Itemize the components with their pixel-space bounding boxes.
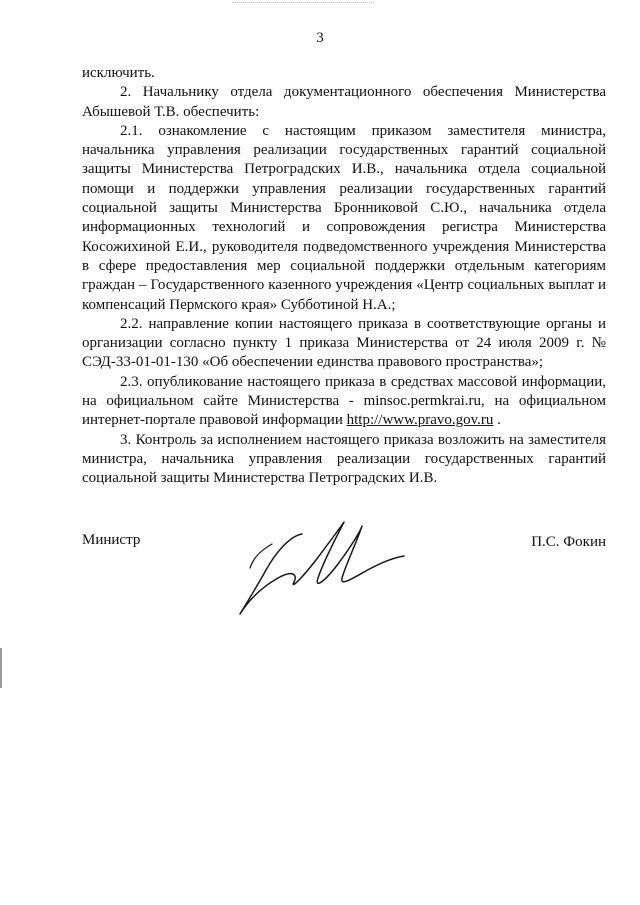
paragraph-3: 3. Контроль за исполнением настоящего приказа возложить на заместителя министра, начальника управления реализации государственных гарантий социальной защиты Министерства Петроградских И.В. xyxy=(82,431,606,487)
handwritten-signature xyxy=(232,516,412,616)
paragraph-2-2: 2.2. направление копии настоящего приказа в соответствующие органы и организации согласно пункту 1 приказа Министерства от 24 июля 2009 г. № СЭД-33-01-01-130 «Об обеспечении единства правового пространства»; xyxy=(82,315,606,371)
paragraph-2: 2. Начальнику отдела документационного обеспечения Министерства Абышевой Т.В. обеспечить: xyxy=(82,84,606,120)
scan-edge-mark xyxy=(0,648,2,688)
scan-artifact xyxy=(232,2,372,4)
paragraph-2-1: 2.1. ознакомление с настоящим приказом заместителя министра, начальника управления реализации государственных гарантий социальной защиты Министерства Петроградских И.В., начальника отдела социальной помощи и поддержки управления реализации государственных гарантий социальной защиты Министерства Бронниковой С.Ю., начальника отдела информационных технологий и сопровождения регистра Министерства Косожихиной Е.И., руководителя подведомственного учреждения Министерства в сфере предоставления мер социальной поддержки отдельным категориям граждан – Государственного казенного учреждения «Центр социальных выплат и компенсаций Пермского края» Субботиной Н.А.; xyxy=(82,122,606,313)
paragraph-2-3-end: . xyxy=(493,412,501,429)
page-number: 3 xyxy=(316,30,324,46)
signatory-title: Министр xyxy=(82,532,141,548)
document-body xyxy=(82,64,606,489)
paragraph-2-3-text: 2.3. опубликование настоящего приказа в средствах массовой информации, на официальном сайте Министерства - minsoc.permkrai.ru, на официальном интернет-портале правовой информации xyxy=(82,373,606,429)
paragraph-continuation: исключить. xyxy=(82,65,155,81)
signatory-name: П.С. Фокин xyxy=(531,534,606,550)
paragraph-2-3 xyxy=(82,373,606,431)
pravo-link[interactable]: http://www.pravo.gov.ru xyxy=(346,412,494,429)
